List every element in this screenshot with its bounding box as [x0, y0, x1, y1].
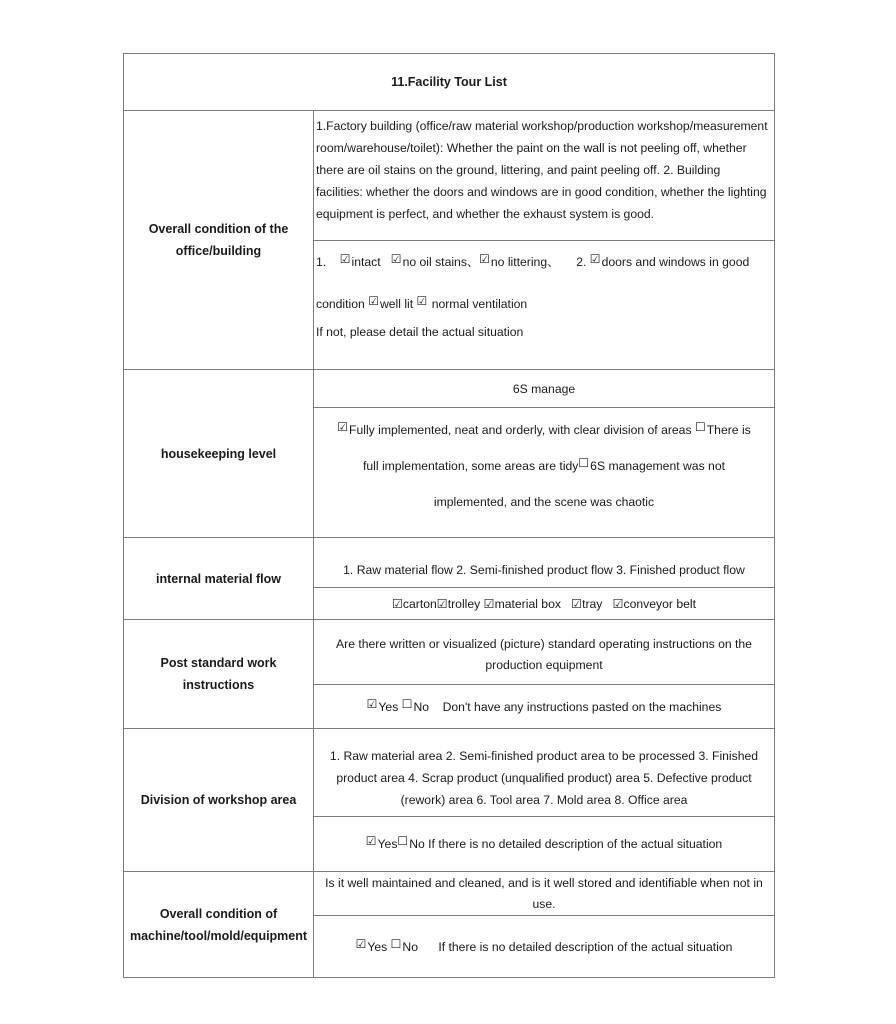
option-no: No — [402, 939, 419, 954]
row-label: internal material flow — [124, 538, 314, 619]
detail-note: If there is no detailed description of the actual situation — [428, 837, 723, 851]
row-description: Is it well maintained and cleaned, and is it well stored and identifiable when not in use. — [314, 872, 774, 916]
checked-box-icon[interactable]: ☑ — [365, 834, 377, 848]
checklist-cell — [314, 241, 774, 369]
facility-tour-table — [123, 53, 775, 978]
checked-box-icon[interactable]: ☑ — [366, 696, 378, 711]
row-office-building — [124, 111, 774, 370]
row-machine-condition — [124, 872, 774, 977]
item-number: 2. — [576, 255, 587, 269]
row-label: Overall condition of the office/building — [124, 111, 314, 369]
yes-no-cell — [314, 916, 774, 977]
row-label: Overall condition of machine/tool/mold/equipment — [124, 872, 314, 977]
checked-box-icon[interactable]: ☑ — [355, 936, 367, 951]
option-no: No — [413, 699, 430, 714]
checked-box-icon[interactable]: ☑ — [339, 252, 351, 266]
checked-box-icon[interactable]: ☑ — [571, 596, 583, 611]
checked-box-icon[interactable]: ☑ — [416, 294, 428, 308]
option-not-implemented-a: 6S management was not — [590, 459, 725, 473]
checked-box-icon[interactable]: ☑ — [391, 596, 403, 611]
unchecked-box-icon[interactable]: ☐ — [578, 456, 590, 470]
checked-box-icon[interactable]: ☑ — [589, 252, 601, 266]
title-row — [124, 54, 774, 111]
option-tray: tray — [582, 596, 603, 611]
option-normal-ventilation: normal ventilation — [431, 297, 528, 311]
checked-box-icon[interactable]: ☑ — [479, 252, 490, 266]
option-partial-b: full implementation, some areas are tidy — [362, 459, 579, 473]
row-workshop-area — [124, 729, 774, 872]
row-work-instructions — [124, 620, 774, 729]
yes-no-cell — [314, 685, 774, 728]
option-partial-a: There is — [706, 423, 751, 437]
detail-note: Don't have any instructions pasted on the machines — [442, 699, 722, 714]
options-cell — [314, 588, 774, 619]
detail-note: If not, please detail the actual situation — [316, 325, 524, 339]
option-yes: Yes — [377, 837, 398, 851]
checked-box-icon[interactable]: ☑ — [337, 420, 349, 434]
option-no: No — [409, 837, 425, 851]
unchecked-box-icon[interactable]: ☐ — [390, 936, 402, 951]
row-description: 1.Factory building (office/raw material workshop/production workshop/measurement room/warehouse/toilet): Whether the paint on the wall is not peeling off, whether there are oil stains on the ground, littering, and paint peeling off. 2. Building facilities: whether the doors and windows are in good condition, whether the lighting equipment is perfect, and whether the exhaust system is good. — [314, 111, 774, 241]
row-label: Division of workshop area — [124, 729, 314, 871]
table-title: 11.Facility Tour List — [391, 75, 507, 89]
row-housekeeping — [124, 370, 774, 538]
option-yes: Yes — [378, 699, 399, 714]
unchecked-box-icon[interactable]: ☐ — [397, 834, 409, 848]
row-description: 1. Raw material area 2. Semi-finished product area to be processed 3. Finished product area 4. Scrap product (unqualified product) area 5. Defective product (rework) area 6. Tool area 7. Mold area 8. Office area — [314, 729, 774, 817]
yes-no-cell — [314, 817, 774, 871]
row-material-flow — [124, 538, 774, 620]
checked-box-icon[interactable]: ☑ — [436, 596, 448, 611]
option-no-oil-stains: no oil stains、 — [402, 255, 480, 269]
option-intact: intact — [351, 255, 381, 269]
option-not-implemented-b: implemented, and the scene was chaotic — [433, 495, 655, 509]
option-no-littering: no littering、 — [490, 255, 560, 269]
checked-box-icon[interactable]: ☑ — [483, 596, 495, 611]
option-condition: condition — [316, 297, 365, 311]
option-conveyor-belt: conveyor belt — [623, 596, 697, 611]
checked-box-icon[interactable]: ☑ — [368, 294, 379, 308]
unchecked-box-icon[interactable]: ☐ — [401, 696, 413, 711]
row-description: 1. Raw material flow 2. Semi-finished product flow 3. Finished product flow — [314, 538, 774, 588]
option-trolley: trolley — [447, 596, 481, 611]
option-yes: Yes — [367, 939, 388, 954]
row-subheader: 6S manage — [314, 370, 774, 408]
option-material-box: material box — [494, 596, 561, 611]
detail-note: If there is no detailed description of the actual situation — [438, 939, 733, 954]
option-well-lit: well lit — [379, 297, 414, 311]
option-doors-windows: doors and windows in good — [601, 255, 750, 269]
options-cell — [314, 408, 774, 537]
checked-box-icon[interactable]: ☑ — [612, 596, 624, 611]
option-fully-implemented: Fully implemented, neat and orderly, with clear division of areas — [349, 423, 692, 437]
item-number: 1. — [316, 255, 327, 269]
unchecked-box-icon[interactable]: ☐ — [694, 420, 706, 434]
option-carton: carton — [402, 596, 437, 611]
row-label: Post standard work instructions — [124, 620, 314, 728]
row-description: Are there written or visualized (picture) standard operating instructions on the production equipment — [314, 620, 774, 685]
checked-box-icon[interactable]: ☑ — [390, 252, 402, 266]
row-label: housekeeping level — [124, 370, 314, 537]
